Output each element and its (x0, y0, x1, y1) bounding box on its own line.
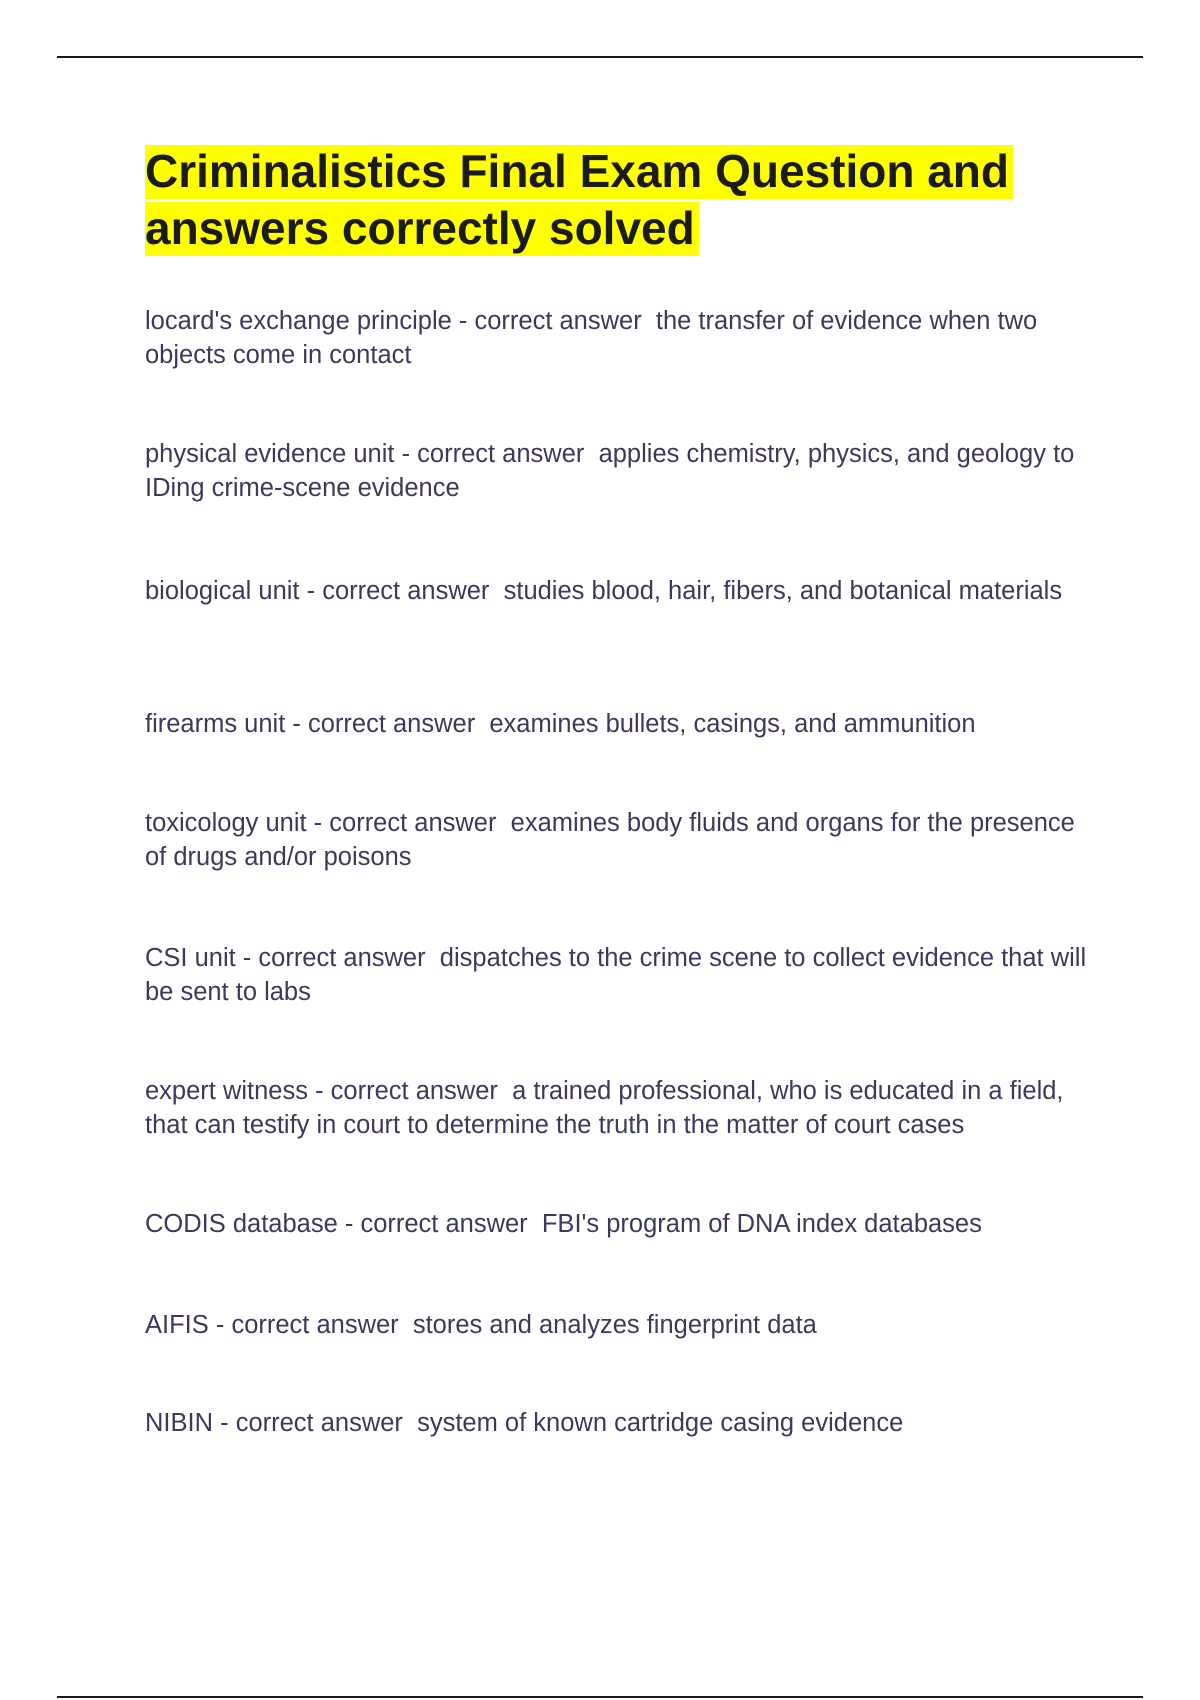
entry-answer: examines bullets, casings, and ammunition (489, 710, 976, 738)
entry-label: correct answer (330, 1077, 498, 1105)
entry-term: biological unit (145, 577, 300, 605)
entry-term: NIBIN (145, 1409, 214, 1437)
entry-term: AIFIS (145, 1311, 209, 1339)
entry-term: CODIS database (145, 1210, 338, 1238)
entry-answer: system of known cartridge casing evidence (417, 1409, 904, 1437)
qa-entry: expert witness - correct answer a trained professional, who is educated in a field, that can testify in court to determine the truth in the matter of court cases (145, 1077, 1064, 1139)
entry-term: physical evidence unit (145, 440, 395, 468)
qa-entry: locard's exchange principle - correct answer the transfer of evidence when two objects come in contact (145, 307, 1038, 369)
entry-answer: examines body fluids and organs for the presence of drugs and/or poisons (145, 809, 1075, 871)
entry-label: correct answer (329, 809, 497, 837)
qa-entry: CODIS database - correct answer FBI's program of DNA index databases (145, 1210, 982, 1238)
qa-entry: toxicology unit - correct answer examines body fluids and organs for the presence of drugs and/or poisons (145, 809, 1075, 871)
title-highlight: Criminalistics Final Exam Question and answers correctly solved (145, 145, 1013, 256)
qa-entry: AIFIS - correct answer stores and analyzes fingerprint data (145, 1311, 817, 1339)
qa-entry: biological unit - correct answer studies blood, hair, fibers, and botanical materials (145, 577, 1063, 605)
entry-answer: a trained professional, who is educated in a field, that can testify in court to determine the truth in the matter of court cases (145, 1077, 1064, 1139)
entry-answer: the transfer of evidence when two objects come in contact (145, 307, 1038, 369)
entry-label: correct answer (231, 1311, 399, 1339)
bottom-rule (57, 1696, 1143, 1698)
title-block (145, 143, 1065, 257)
entry-label: correct answer (258, 944, 426, 972)
entry-label: correct answer (417, 440, 585, 468)
entry-answer: stores and analyzes fingerprint data (412, 1311, 817, 1339)
qa-entry: CSI unit - correct answer dispatches to the crime scene to collect evidence that will be sent to labs (145, 944, 1087, 1006)
entry-label: correct answer (360, 1210, 528, 1238)
entry-label: correct answer (235, 1409, 403, 1437)
qa-entry: physical evidence unit - correct answer applies chemistry, physics, and geology to IDing crime-scene evidence (145, 440, 1075, 502)
entry-term: firearms unit (145, 710, 286, 738)
entry-term: locard's exchange principle (145, 307, 452, 335)
top-rule (57, 56, 1143, 58)
entry-label: correct answer (322, 577, 490, 605)
entry-term: CSI unit (145, 944, 236, 972)
entry-term: expert witness (145, 1077, 308, 1105)
qa-entry: firearms unit - correct answer examines bullets, casings, and ammunition (145, 710, 976, 738)
entry-answer: applies chemistry, physics, and geology to IDing crime-scene evidence (145, 440, 1075, 502)
qa-entry: NIBIN - correct answer system of known cartridge casing evidence (145, 1409, 904, 1437)
entry-label: correct answer (474, 307, 642, 335)
document-title (145, 143, 1065, 257)
entry-answer: dispatches to the crime scene to collect evidence that will be sent to labs (145, 944, 1087, 1006)
entry-term: toxicology unit (145, 809, 307, 837)
entry-label: correct answer (307, 710, 476, 738)
entry-answer: studies blood, hair, fibers, and botanical materials (503, 577, 1063, 605)
entry-answer: FBI's program of DNA index databases (541, 1210, 982, 1238)
